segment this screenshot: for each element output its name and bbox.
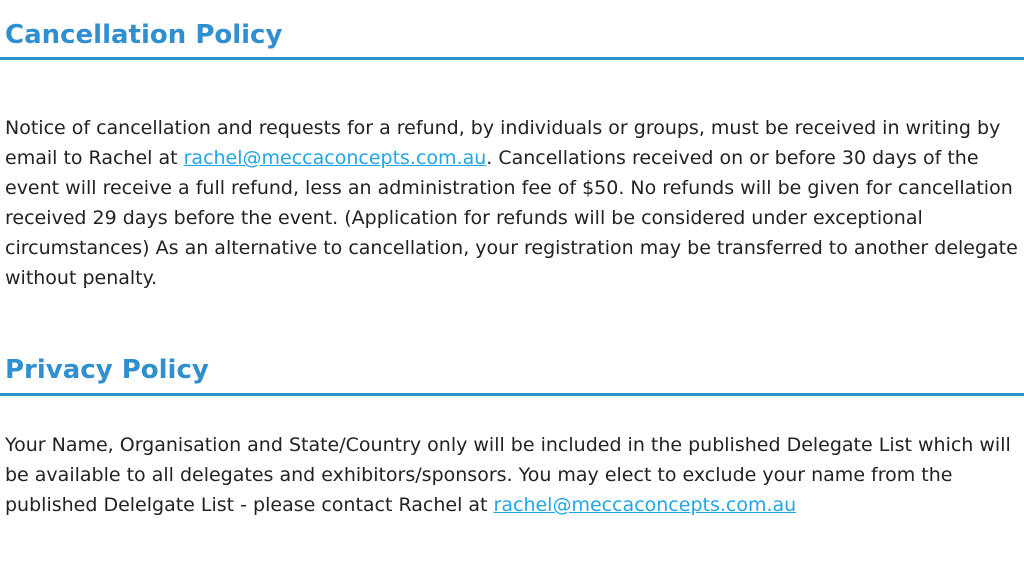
privacy-heading: Privacy Policy: [5, 355, 209, 385]
cancellation-text-before: Notice of cancellation and requests for a refund, by individuals or groups, must be received in writing by email to Rachel at: [5, 117, 1001, 169]
privacy-text-before: Your Name, Organisation and State/Country only will be included in the published Delegate List which will be available to all delegates and exhibitors/sponsors. You may elect to exclude your name from the published Delelgate List - please contact Rachel at: [5, 434, 1011, 516]
cancellation-email-link[interactable]: rachel@meccaconcepts.com.au: [183, 147, 487, 169]
cancellation-text-after: . Cancellations received on or before 30 days of the event will receive a full refund, less an administration fee of $50. No refunds will be given for cancellation received 29 days before the event. (Application for refunds will be considered under exceptional circumstances) As an alternative to cancellation, your registration may be transferred to another delegate without penalty.: [5, 147, 1018, 289]
cancellation-divider: [0, 57, 1024, 60]
cancellation-paragraph: [5, 113, 1021, 293]
privacy-email-link[interactable]: rachel@meccaconcepts.com.au: [493, 494, 797, 516]
privacy-divider: [0, 393, 1024, 396]
cancellation-heading: Cancellation Policy: [5, 20, 283, 50]
privacy-paragraph: [5, 430, 1021, 520]
